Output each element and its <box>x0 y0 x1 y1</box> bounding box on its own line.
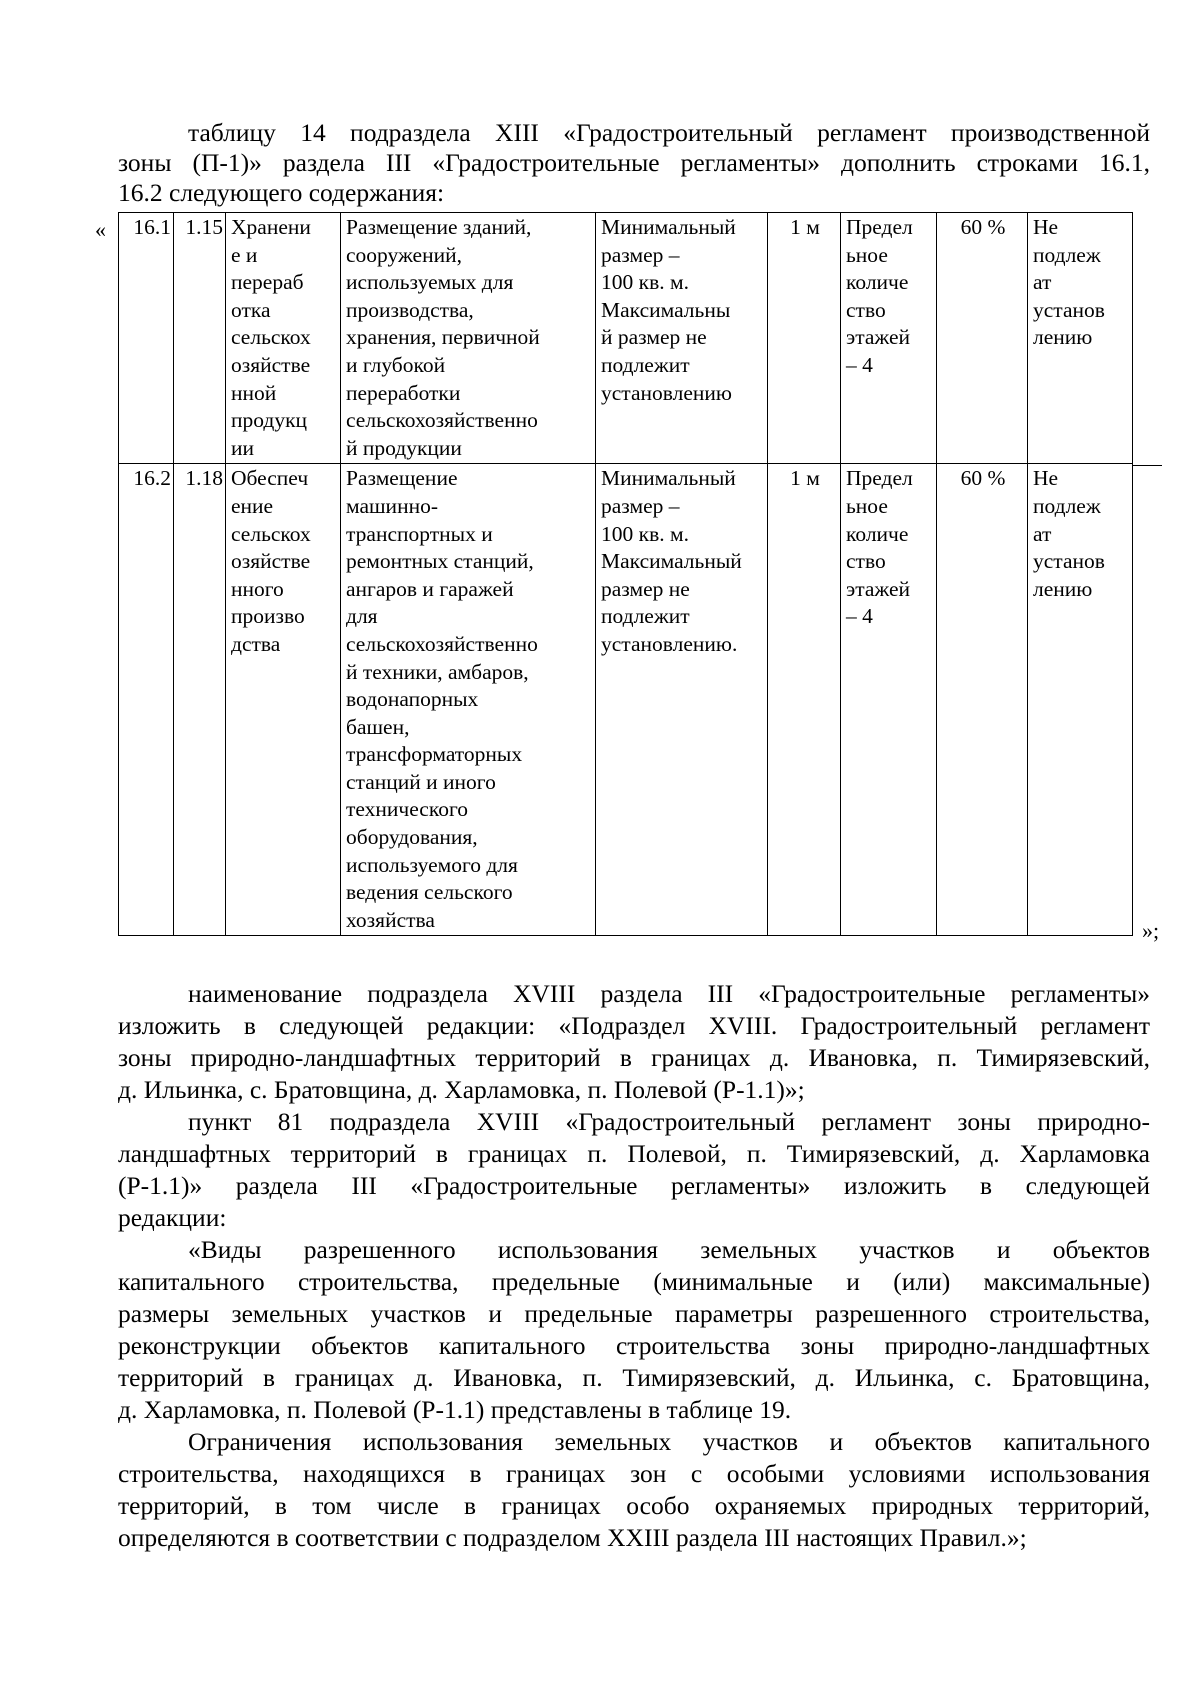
cell-line: ьное <box>846 242 888 267</box>
use-code-cell: 1.15 <box>174 213 226 464</box>
intro-line: 16.2 следующего содержания: <box>118 178 445 207</box>
table-close-quote: »; <box>1142 918 1160 943</box>
paragraph-line: территорий в границах д. Ивановка, п. Тимирязевский, д. Ильинка, с. Братовщина, <box>118 1363 1150 1392</box>
cell-line: Минимальный <box>601 466 736 491</box>
use-name-cell <box>226 213 341 464</box>
cell-line: Не <box>1033 215 1059 239</box>
setback-cell: 1 м <box>768 213 841 464</box>
paragraph-line: территорий, в том числе в границах особо охраняемых природных территорий, <box>118 1491 1150 1520</box>
cell-line: технического <box>346 797 468 822</box>
cell-line: подлежит <box>601 352 690 377</box>
plot-size-cell <box>596 213 768 464</box>
cell-line: 100 кв. м. <box>601 270 689 295</box>
cell-line: установ <box>1033 549 1105 574</box>
cell-line: й техники, амбаров, <box>346 659 529 684</box>
cell-line: сооружений, <box>346 242 462 267</box>
cell-line: этажей <box>846 576 911 601</box>
cell-line: размер – <box>601 242 680 267</box>
use-code-cell: 1.18 <box>174 464 226 936</box>
cell-line: установлению <box>601 380 732 405</box>
paragraph-line: д. Харламовка, п. Полевой (Р-1.1) представлены в таблице 19. <box>118 1395 792 1424</box>
cell-line: используемого для <box>346 852 518 877</box>
cell-line: хозяйства <box>346 907 435 932</box>
cell-line: Обеспеч <box>231 466 309 491</box>
cell-line: размер не <box>601 576 690 601</box>
cell-line: количе <box>846 270 909 295</box>
paragraph-restrictions <box>118 1426 1150 1554</box>
coverage-cell: 60 % <box>937 213 1028 464</box>
cell-line: ат <box>1033 270 1052 295</box>
other-params-cell <box>1028 464 1133 936</box>
cell-line: транспортных и <box>346 521 493 546</box>
cell-line: Размещение зданий, <box>346 215 532 239</box>
paragraph-line: Ограничения использования земельных участков и объектов капитального <box>188 1427 1150 1456</box>
cell-line: сельскохозяйственно <box>346 408 538 433</box>
cell-line: – 4 <box>846 604 873 629</box>
intro-line: таблицу 14 подраздела XIII «Градостроительный регламент производственной <box>188 118 1150 147</box>
cell-line: перераб <box>231 270 304 295</box>
cell-line: Размещение <box>346 466 458 491</box>
cell-line: Предел <box>846 466 913 491</box>
cell-line: количе <box>846 521 909 546</box>
cell-line: лению <box>1033 325 1093 350</box>
cell-line: производства, <box>346 297 474 322</box>
cell-line: Максимальный <box>601 549 742 574</box>
paragraph-line: (Р-1.1)» раздела III «Градостроительные регламенты» изложить в следующей <box>118 1171 1150 1200</box>
regulation-table <box>118 212 1133 936</box>
table-open-quote: « <box>95 217 106 242</box>
cell-line: ангаров и гаражей <box>346 576 514 601</box>
table-row <box>119 464 1133 936</box>
paragraph-line: размеры земельных участков и предельные параметры разрешенного строительства, <box>118 1299 1150 1328</box>
use-description-cell <box>341 464 596 936</box>
cell-line: ремонтных станций, <box>346 549 534 574</box>
paragraph-line: редакции: <box>118 1203 227 1232</box>
row-number-cell: 16.2 <box>119 464 174 936</box>
cell-line: водонапорных <box>346 687 479 712</box>
cell-line: ат <box>1033 521 1052 546</box>
cell-line: этажей <box>846 325 911 350</box>
cell-line: станций и иного <box>346 769 496 794</box>
paragraph-line: зоны природно-ландшафтных территорий в границах д. Ивановка, п. Тимирязевский, <box>118 1043 1150 1072</box>
cell-line: озяйстве <box>231 549 311 574</box>
paragraph-permitted-uses <box>118 1234 1150 1426</box>
plot-size-cell <box>596 464 768 936</box>
cell-line: дства <box>231 631 281 656</box>
cell-line: сельскох <box>231 521 311 546</box>
paragraph-line: реконструкции объектов капитального строительства зоны природно-ландшафтных <box>118 1331 1150 1360</box>
paragraph-line: наименование подраздела XVIII раздела III «Градостроительные регламенты» <box>188 979 1150 1008</box>
cell-line: трансформаторных <box>346 742 523 767</box>
table-row <box>119 213 1133 464</box>
cell-line: ьное <box>846 493 888 518</box>
setback-cell: 1 м <box>768 464 841 936</box>
cell-line: оборудования, <box>346 825 478 850</box>
cell-line: й размер не <box>601 325 707 350</box>
paragraph-subsection-name <box>118 978 1150 1106</box>
row-number-cell: 16.1 <box>119 213 174 464</box>
cell-line: ство <box>846 549 886 574</box>
paragraph-point-81 <box>118 1106 1150 1234</box>
cell-line: отка <box>231 297 271 322</box>
cell-line: Хранени <box>231 215 311 239</box>
paragraph-line: пункт 81 подраздела XVIII «Градостроительный регламент зоны природно- <box>188 1107 1150 1136</box>
cell-line: лению <box>1033 576 1093 601</box>
paragraph-line: строительства, находящихся в границах зон с особыми условиями использования <box>118 1459 1150 1488</box>
cell-line: ение <box>231 493 274 518</box>
floors-cell <box>841 464 937 936</box>
cell-line: нного <box>231 576 284 601</box>
paragraph-line: определяются в соответствии с подразделом XXIII раздела III настоящих Правил.»; <box>118 1523 1027 1552</box>
floors-cell <box>841 213 937 464</box>
cell-line: Предел <box>846 215 913 239</box>
paragraph-line: изложить в следующей редакции: «Подраздел XVIII. Градостроительный регламент <box>118 1011 1150 1040</box>
cell-line: сельскохозяйственно <box>346 631 538 656</box>
cell-line: – 4 <box>846 352 873 377</box>
paragraph-line: «Виды разрешенного использования земельных участков и объектов <box>188 1235 1150 1264</box>
intro-paragraph <box>118 118 1150 208</box>
cell-line: используемых для <box>346 270 514 295</box>
paragraph-line: д. Ильинка, с. Братовщина, д. Харламовка, п. Полевой (Р-1.1)»; <box>118 1075 805 1104</box>
cell-line: и глубокой <box>346 352 446 377</box>
cell-line: е и <box>231 242 258 267</box>
row-divider-extension <box>1132 465 1162 466</box>
cell-line: подлежит <box>601 604 690 629</box>
cell-line: ведения сельского <box>346 880 513 905</box>
use-description-cell <box>341 213 596 464</box>
cell-line: подлеж <box>1033 242 1101 267</box>
cell-line: подлеж <box>1033 493 1101 518</box>
cell-line: Максимальны <box>601 297 731 322</box>
use-name-cell <box>226 464 341 936</box>
coverage-cell: 60 % <box>937 464 1028 936</box>
cell-line: машинно- <box>346 493 438 518</box>
cell-line: продукц <box>231 408 308 433</box>
cell-line: произво <box>231 604 305 629</box>
cell-line: озяйстве <box>231 352 311 377</box>
paragraph-line: капитального строительства, предельные (минимальные и (или) максимальные) <box>118 1267 1150 1296</box>
cell-line: башен, <box>346 714 410 739</box>
cell-line: нной <box>231 380 277 405</box>
cell-line: Не <box>1033 466 1059 491</box>
cell-line: установ <box>1033 297 1105 322</box>
cell-line: хранения, первичной <box>346 325 540 350</box>
cell-line: Минимальный <box>601 215 736 239</box>
cell-line: ство <box>846 297 886 322</box>
cell-line: сельскох <box>231 325 311 350</box>
intro-line: зоны (П-1)» раздела III «Градостроительные регламенты» дополнить строками 16.1, <box>118 148 1150 177</box>
cell-line: переработки <box>346 380 461 405</box>
cell-line: ии <box>231 435 255 460</box>
cell-line: размер – <box>601 493 680 518</box>
cell-line: й продукции <box>346 435 462 460</box>
cell-line: установлению. <box>601 631 738 656</box>
cell-line: 100 кв. м. <box>601 521 689 546</box>
other-params-cell <box>1028 213 1133 464</box>
paragraph-line: ландшафтных территорий в границах п. Полевой, п. Тимирязевский, д. Харламовка <box>118 1139 1150 1168</box>
cell-line: для <box>346 604 378 629</box>
